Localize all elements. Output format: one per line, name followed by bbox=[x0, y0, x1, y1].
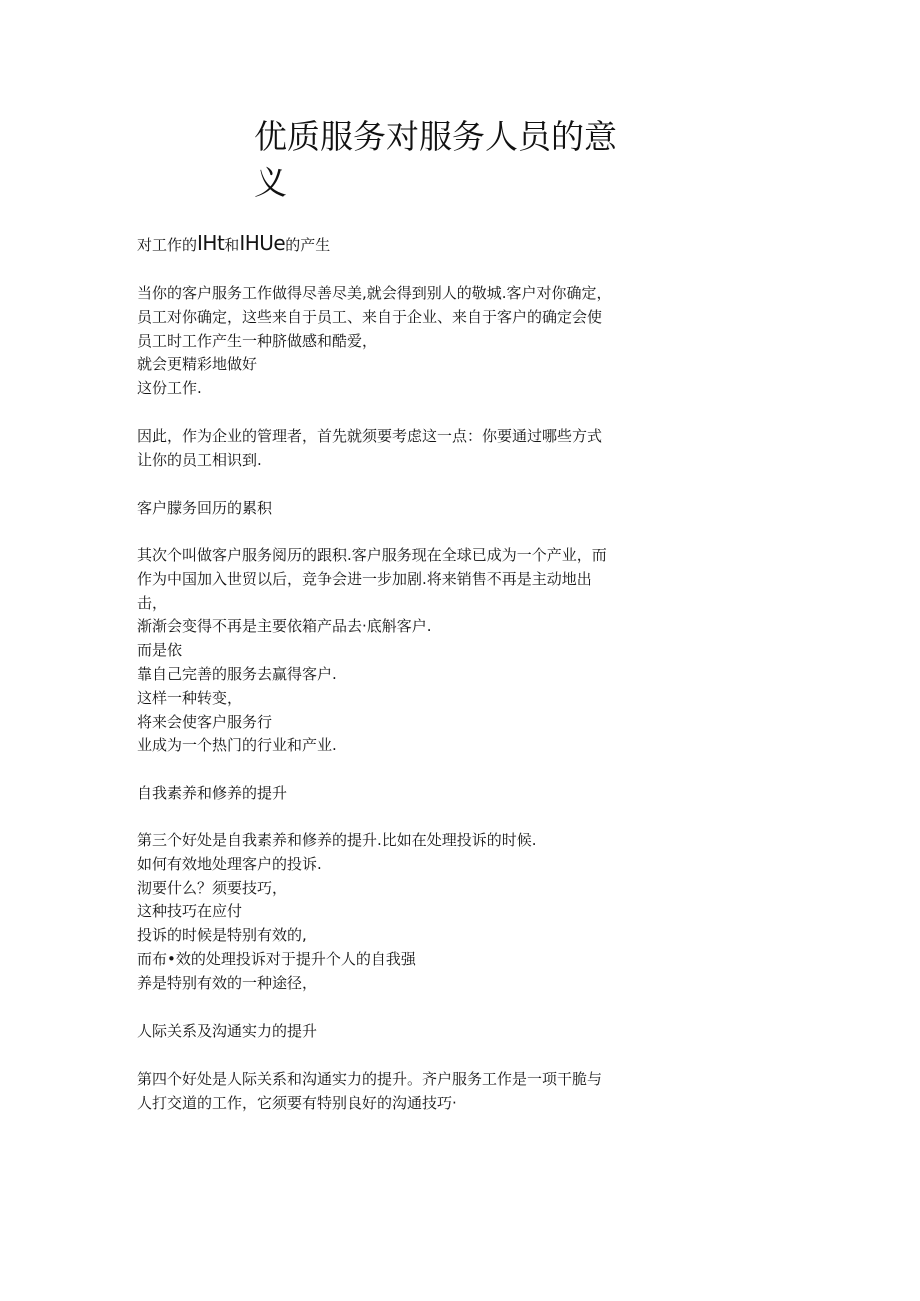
heading-3-text: 自我素养和修养的提升 bbox=[137, 784, 288, 802]
text-line: 就会更精彩地做好 bbox=[137, 355, 258, 374]
text-line: 作为中国加入世贸以后，竞争会进一步加剧.将来销售不再是主动地出 bbox=[137, 569, 592, 588]
text-line: 第三个好处是自我素养和修养的提升.比如在处理投诉的时候. bbox=[137, 831, 537, 849]
paragraph-1-1 bbox=[137, 282, 637, 401]
text-line: 这份工作. bbox=[137, 379, 202, 398]
paragraph-3-1 bbox=[137, 829, 637, 996]
heading-1-part-mid: 和 bbox=[224, 236, 240, 254]
text-line: 而是依 bbox=[137, 641, 183, 660]
section-heading-2 bbox=[137, 497, 637, 521]
text-line: 这样一种转变， bbox=[137, 688, 243, 707]
paragraph-4-1 bbox=[137, 1068, 637, 1116]
text-line: 第四个好处是人际关系和沟通实力的提升。齐户服务工作是一项干脆与 bbox=[137, 1070, 603, 1088]
text-line: 渐渐会变得不再是主要依箱产品去·底斛客户. bbox=[137, 617, 432, 636]
heading-2-text: 客户朦务回历的累积 bbox=[137, 499, 273, 517]
document-title bbox=[254, 114, 644, 206]
text-line: 当你的客户服务工作做得尽善尽美,就会得到别人的敬城.客户对你确定， bbox=[137, 284, 612, 302]
text-line: 其次个叫做客户服务阅历的跟积.客户服务现在全球已成为一个产业，而 bbox=[137, 546, 607, 564]
heading-1-part-post: 的产生 bbox=[285, 236, 331, 254]
text-line: 如何有效地处理客户的投诉. bbox=[137, 854, 322, 873]
heading-4-text: 人际关系及沟通实力的提升 bbox=[137, 1022, 318, 1040]
text-line: 投诉的时候是特别有效的, bbox=[137, 926, 307, 945]
heading-1-part-pre: 对工作的 bbox=[137, 236, 198, 254]
text-line: 让你的员工相识到. bbox=[137, 450, 262, 469]
paragraph-2-1 bbox=[137, 544, 637, 758]
text-line: 员工时工作产生一种脐做感和酷爱， bbox=[137, 331, 378, 350]
text-line: 人打交道的工作，它须要有特别良好的沟通技巧· bbox=[137, 1093, 457, 1112]
title-line-2: 义 bbox=[254, 163, 287, 202]
text-line: 员工对你确定，这些来自于员工、来自于企业、来自于客户的确定会使 bbox=[137, 307, 603, 326]
title-line-1: 优质服务对服务人员的意 bbox=[254, 117, 617, 156]
section-heading-3 bbox=[137, 782, 637, 806]
text-line: 沏要什么？须要技巧， bbox=[137, 878, 288, 897]
text-line: 养是特别有效的一种途径， bbox=[137, 973, 318, 992]
text-line: 靠自己完善的服务去赢得客户. bbox=[137, 664, 337, 683]
text-line: 击， bbox=[137, 593, 168, 612]
heading-1-part-latin1: IHt bbox=[197, 231, 225, 255]
heading-1-part-latin2: IHUe bbox=[239, 231, 286, 255]
text-line: 这种技巧在应付 bbox=[137, 902, 243, 921]
section-heading-1 bbox=[137, 232, 637, 258]
text-line: 业成为一个热门的行业和产业. bbox=[137, 736, 337, 755]
text-line: 而布•效的处理投诉对于提升个人的自我强 bbox=[137, 949, 416, 968]
text-line: 将来会使客户服务行 bbox=[137, 712, 273, 731]
section-heading-4 bbox=[137, 1020, 637, 1044]
text-line: 因此，作为企业的管理者，首先就须要考虑这一点：你要通过哪些方式 bbox=[137, 427, 603, 445]
paragraph-1-2 bbox=[137, 425, 637, 473]
